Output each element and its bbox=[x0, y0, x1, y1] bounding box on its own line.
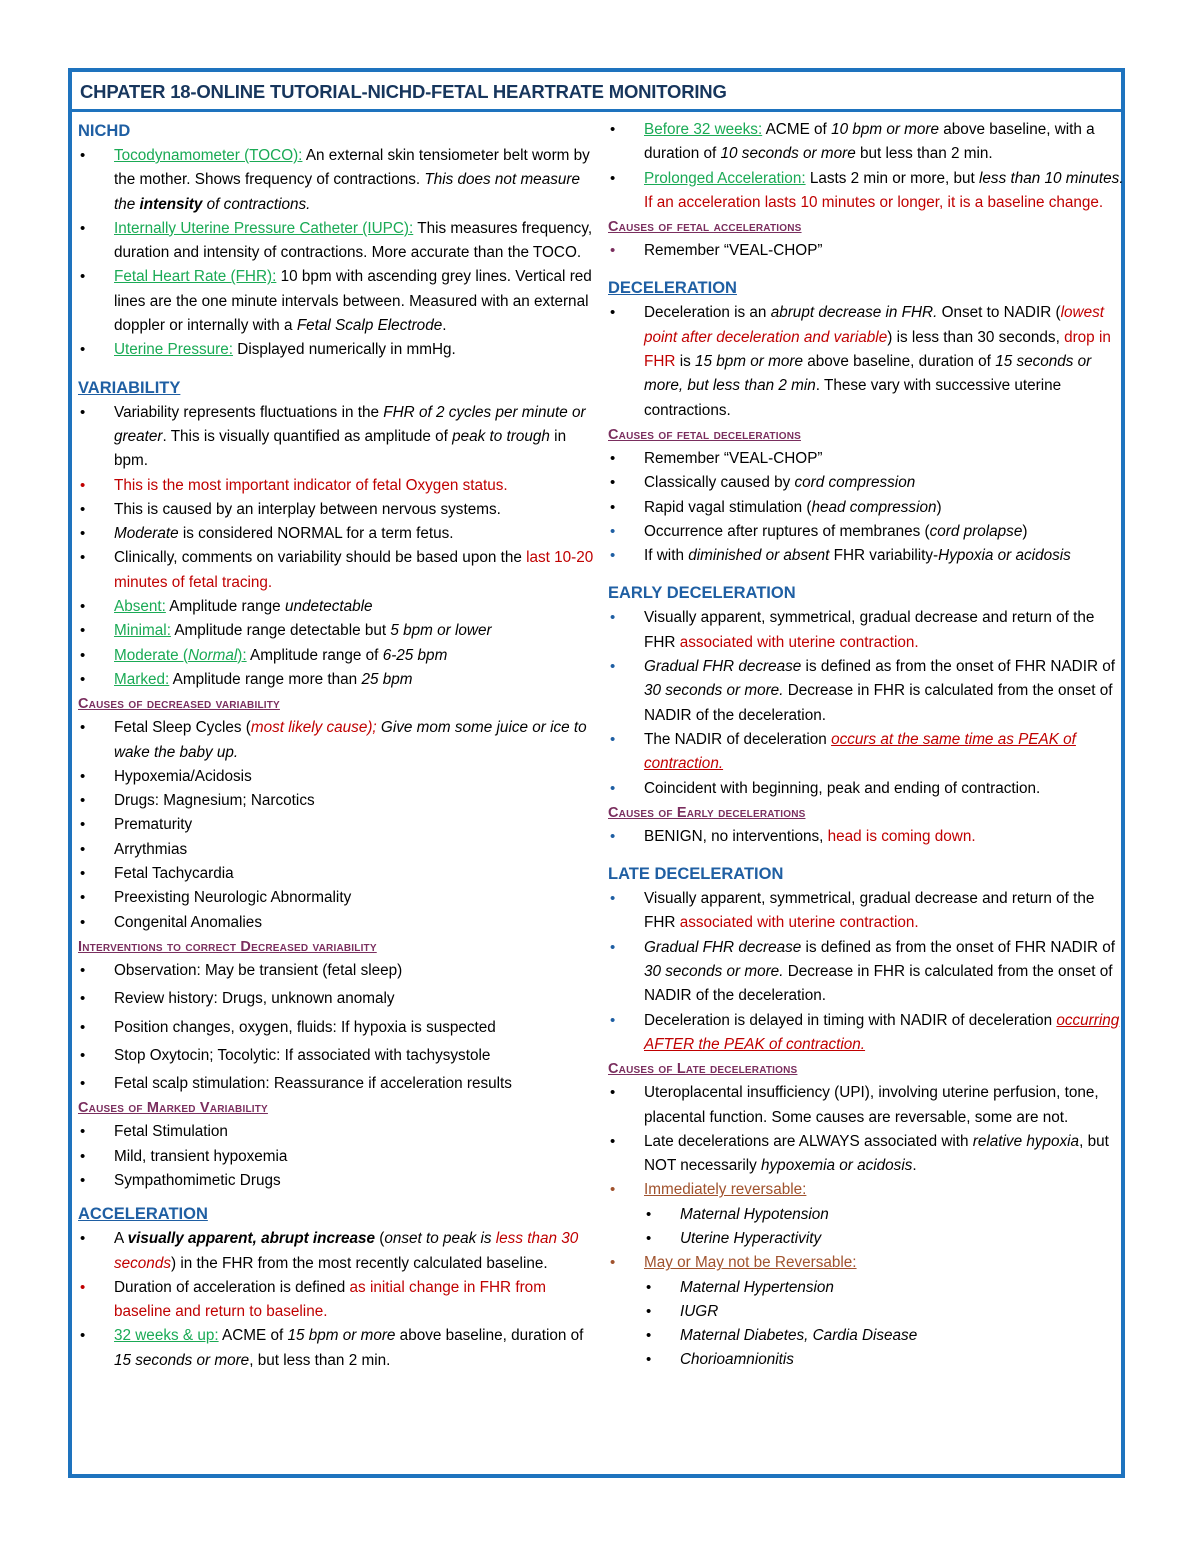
causes-early-list bbox=[608, 825, 1124, 849]
causes-decelerations-list bbox=[608, 447, 1124, 568]
list-item: • Late decelerations are ALWAYS associated with relative hypoxia, but NOT necessarily hypoxemia or acidosis. bbox=[608, 1130, 1124, 1179]
late-deceleration-heading: LATE DECELERATION bbox=[608, 865, 784, 884]
list-item: • Before 32 weeks: ACME of 10 bpm or more above baseline, with a duration of 10 seconds or more but less than 2 min. bbox=[608, 118, 1124, 167]
interventions-heading: Interventions to correct Decreased variability bbox=[78, 938, 377, 955]
list-item: • If with diminished or absent FHR variability-Hypoxia or acidosis bbox=[608, 544, 1124, 568]
list-item: • Visually apparent, symmetrical, gradual decrease and return of the FHR associated with uterine contraction. bbox=[608, 887, 1124, 936]
causes-accelerations-heading: Causes of fetal accelerations bbox=[608, 219, 802, 236]
list-item: • Immediately reversable: bbox=[608, 1178, 1124, 1202]
acceleration-list-cont bbox=[608, 118, 1124, 215]
list-item: • Fetal Heart Rate (FHR): 10 bpm with ascending grey lines. Vertical red lines are the one minute intervals between. Measured with an external doppler or internally with a Fetal Scalp Electrode. bbox=[78, 265, 600, 338]
list-item: • Prolonged Acceleration: Lasts 2 min or more, but less than 10 minutes. If an acceleration lasts 10 minutes or longer, it is a baseline change. bbox=[608, 167, 1124, 216]
list-item: • Uterine Hyperactivity bbox=[608, 1227, 1124, 1251]
causes-late-heading: Causes of Late decelerations bbox=[608, 1061, 798, 1078]
list-item: • IUGR bbox=[608, 1300, 1124, 1324]
list-item: • Sympathomimetic Drugs bbox=[78, 1169, 600, 1193]
causes-decreased-variability-heading: Causes of decreased variability bbox=[78, 696, 280, 713]
acceleration-heading: ACCELERATION bbox=[78, 1205, 208, 1224]
list-item: • Fetal Stimulation bbox=[78, 1120, 600, 1144]
list-item: • Clinically, comments on variability should be based upon the last 10-20 minutes of fetal tracing. bbox=[78, 546, 600, 595]
list-item: • Uteroplacental insufficiency (UPI), involving uterine perfusion, tone, placental function. Some causes are reversable, some are not. bbox=[608, 1081, 1124, 1130]
causes-accelerations-list bbox=[608, 239, 1124, 263]
list-item: • Remember “VEAL-CHOP” bbox=[608, 239, 1124, 263]
late-deceleration-list bbox=[608, 887, 1124, 1057]
list-item: • Position changes, oxygen, fluids: If hypoxia is suspected bbox=[78, 1016, 600, 1040]
list-item: • 32 weeks & up: ACME of 15 bpm or more above baseline, duration of 15 seconds or more, but less than 2 min. bbox=[78, 1324, 600, 1373]
list-item: • Minimal: Amplitude range detectable but 5 bpm or lower bbox=[78, 619, 600, 643]
list-item: • This is the most important indicator of fetal Oxygen status. bbox=[78, 474, 600, 498]
causes-marked-list bbox=[78, 1120, 600, 1193]
left-column bbox=[78, 118, 600, 1373]
list-item: • Variability represents fluctuations in the FHR of 2 cycles per minute or greater. This is visually quantified as amplitude of peak to trough in bpm. bbox=[78, 401, 600, 474]
list-item: • Fetal scalp stimulation: Reassurance if acceleration results bbox=[78, 1072, 600, 1096]
list-item: • Deceleration is delayed in timing with NADIR of deceleration occurring AFTER the PEAK of contraction. bbox=[608, 1009, 1124, 1058]
causes-early-heading: Causes of Early decelerations bbox=[608, 804, 806, 821]
list-item: • Chorioamnionitis bbox=[608, 1348, 1124, 1372]
list-item: • Fetal Sleep Cycles (most likely cause); Give mom some juice or ice to wake the baby up. bbox=[78, 716, 600, 765]
list-item: • Coincident with beginning, peak and ending of contraction. bbox=[608, 777, 1124, 801]
list-item: • Gradual FHR decrease is defined as from the onset of FHR NADIR of 30 seconds or more. Decrease in FHR is calculated from the onset of NADIR of the deceleration. bbox=[608, 655, 1124, 728]
list-item: • BENIGN, no interventions, head is coming down. bbox=[608, 825, 1124, 849]
list-item: • Observation: May be transient (fetal sleep) bbox=[78, 959, 600, 983]
list-item: • Arrythmias bbox=[78, 838, 600, 862]
variability-list bbox=[78, 401, 600, 693]
list-item: • Occurrence after ruptures of membranes (cord prolapse) bbox=[608, 520, 1124, 544]
page-title: CHPATER 18-ONLINE TUTORIAL-NICHD-FETAL HEARTRATE MONITORING bbox=[80, 81, 727, 102]
list-item: • The NADIR of deceleration occurs at the same time as PEAK of contraction. bbox=[608, 728, 1124, 777]
list-item: • Maternal Diabetes, Cardia Disease bbox=[608, 1324, 1124, 1348]
list-item: • Gradual FHR decrease is defined as from the onset of FHR NADIR of 30 seconds or more. Decrease in FHR is calculated from the onset of NADIR of the deceleration. bbox=[608, 936, 1124, 1009]
list-item: • Moderate (Normal): Amplitude range of 6-25 bpm bbox=[78, 644, 600, 668]
nichd-list bbox=[78, 144, 600, 363]
list-item: • Mild, transient hypoxemia bbox=[78, 1145, 600, 1169]
list-item: • Marked: Amplitude range more than 25 bpm bbox=[78, 668, 600, 692]
list-item: • Review history: Drugs, unknown anomaly bbox=[78, 987, 600, 1011]
nichd-heading: NICHD bbox=[78, 122, 131, 140]
early-deceleration-heading: EARLY DECELERATION bbox=[608, 584, 796, 603]
list-item: • Prematurity bbox=[78, 813, 600, 837]
list-item: • Deceleration is an abrupt decrease in FHR. Onset to NADIR (lowest point after deceleration and variable) is less than 30 seconds, drop in FHR is 15 bpm or more above baseline, duration of 15 seconds or more, but less than 2 min. These vary with successive uterine contractions. bbox=[608, 301, 1124, 422]
list-item: • Duration of acceleration is defined as initial change in FHR from baseline and return to baseline. bbox=[78, 1276, 600, 1325]
list-item: • Hypoxemia/Acidosis bbox=[78, 765, 600, 789]
deceleration-heading: DECELERATION bbox=[608, 279, 737, 298]
list-item: • Classically caused by cord compression bbox=[608, 471, 1124, 495]
list-item: • Visually apparent, symmetrical, gradual decrease and return of the FHR associated with uterine contraction. bbox=[608, 606, 1124, 655]
deceleration-list bbox=[608, 301, 1124, 422]
list-item: • Uterine Pressure: Displayed numerically in mmHg. bbox=[78, 338, 600, 362]
list-item: • Moderate is considered NORMAL for a term fetus. bbox=[78, 522, 600, 546]
list-item: • Maternal Hypertension bbox=[608, 1276, 1124, 1300]
list-item: • Rapid vagal stimulation (head compression) bbox=[608, 496, 1124, 520]
list-item: • Drugs: Magnesium; Narcotics bbox=[78, 789, 600, 813]
list-item: • Congenital Anomalies bbox=[78, 911, 600, 935]
causes-marked-variability-heading: Causes of Marked Variability bbox=[78, 1100, 268, 1117]
early-deceleration-list bbox=[608, 606, 1124, 800]
list-item: • May or May not be Reversable: bbox=[608, 1251, 1124, 1275]
title-bar bbox=[72, 72, 1121, 112]
causes-decreased-list bbox=[78, 716, 600, 935]
right-column bbox=[608, 118, 1124, 1373]
list-item: • This is caused by an interplay between nervous systems. bbox=[78, 498, 600, 522]
causes-late-list bbox=[608, 1081, 1124, 1373]
causes-decelerations-heading: Causes of fetal decelerations bbox=[608, 426, 801, 443]
list-item: • Remember “VEAL-CHOP” bbox=[608, 447, 1124, 471]
interventions-list bbox=[78, 959, 600, 1096]
list-item: • A visually apparent, abrupt increase (onset to peak is less than 30 seconds) in the FHR from the most recently calculated baseline. bbox=[78, 1227, 600, 1276]
list-item: • Absent: Amplitude range undetectable bbox=[78, 595, 600, 619]
list-item: • Maternal Hypotension bbox=[608, 1203, 1124, 1227]
acceleration-list bbox=[78, 1227, 600, 1373]
page-frame bbox=[68, 68, 1125, 1478]
list-item: • Preexisting Neurologic Abnormality bbox=[78, 886, 600, 910]
list-item: • Fetal Tachycardia bbox=[78, 862, 600, 886]
variability-heading: VARIABILITY bbox=[78, 378, 181, 397]
list-item: • Stop Oxytocin; Tocolytic: If associated with tachysystole bbox=[78, 1044, 600, 1068]
list-item: • Tocodynamometer (TOCO): An external skin tensiometer belt worm by the mother. Shows frequency of contractions. This does not measure the intensity of contractions. bbox=[78, 144, 600, 217]
list-item: • Internally Uterine Pressure Catheter (IUPC): This measures frequency, duration and intensity of contractions. More accurate than the TOCO. bbox=[78, 217, 600, 266]
